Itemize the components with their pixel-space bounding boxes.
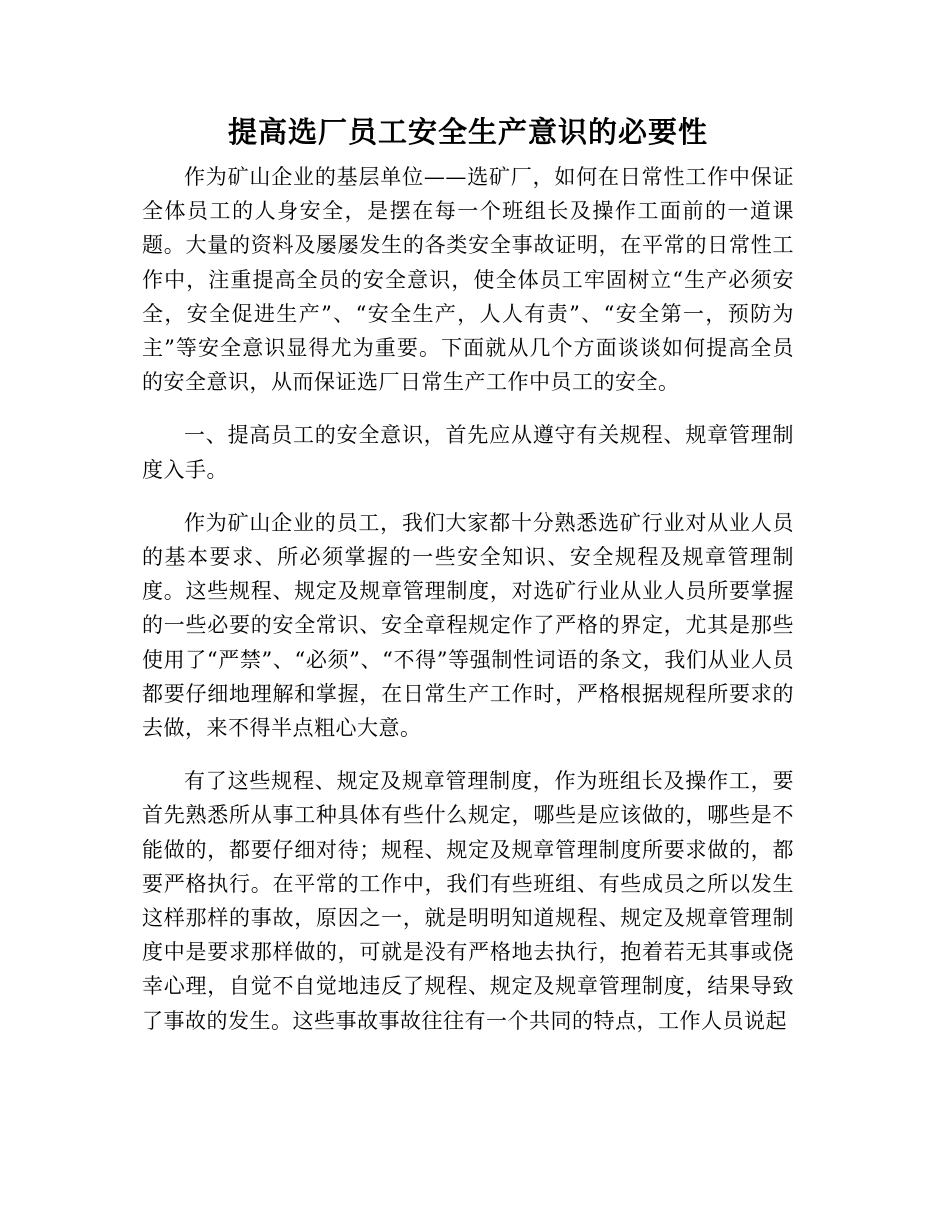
paragraph-intro: 作为矿山企业的基层单位——选矿厂，如何在日常性工作中保证全体员工的人身安全，是摆在每一个班组长及操作工面前的一道课题。大量的资料及屡屡发生的各类安全事故证明，在平常的日常性工作中，注重提高全员的安全意识，使全体员工牢固树立“生产必须安全，安全促进生产”、“安全生产，人人有责”、“安全第一，预防为主”等安全意识显得尤为重要。下面就从几个方面谈谈如何提高全员的安全意识，从而保证选厂日常生产工作中员工的安全。 — [142, 165, 794, 395]
document-page — [142, 112, 794, 1038]
paragraph-execution: 有了这些规程、规定及规章管理制度，作为班组长及操作工，要首先熟悉所从事工种具体有些什么规定，哪些是应该做的，哪些是不能做的，都要仔细对待；规程、规定及规章管理制度所要求做的，都要严格执行。在平常的工作中，我们有些班组、有些成员之所以发生这样那样的事故，原因之一，就是明明知道规程、规定及规章管理制度中是要求那样做的，可就是没有严格地去执行，抱着若无其事或侥幸心理，自觉不自觉地违反了规程、规定及规章管理制度，结果导致了事故的发生。这些事故事故往往有一个共同的特点，工作人员说起 — [142, 769, 794, 1033]
paragraph-regulations: 作为矿山企业的员工，我们大家都十分熟悉选矿行业对从业人员的基本要求、所必须掌握的一些安全知识、安全规程及规章管理制度。这些规程、规定及规章管理制度，对选矿行业从业人员所要掌握的一些必要的安全常识、安全章程规定作了严格的界定，尤其是那些使用了“严禁”、“必须”、“不得”等强制性词语的条文，我们从业人员都要仔细地理解和掌握，在日常生产工作时，严格根据规程所要求的去做，来不得半点粗心大意。 — [142, 510, 794, 741]
document-title: 提高选厂员工安全生产意识的必要性 — [227, 115, 708, 149]
paragraph-section-heading: 一、提高员工的安全意识，首先应从遵守有关规程、规章管理制度入手。 — [142, 423, 794, 482]
